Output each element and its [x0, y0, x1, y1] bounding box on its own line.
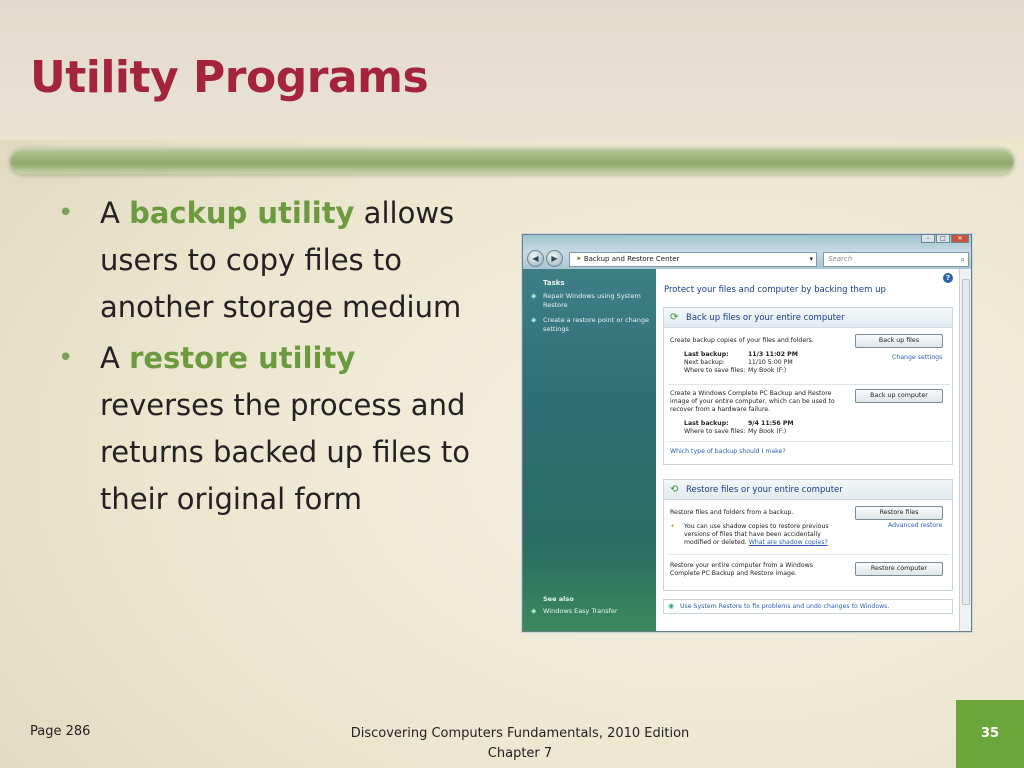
sidebar-item-label: Windows Easy Transfer [543, 607, 618, 615]
shadow-copies-3 [684, 539, 828, 547]
where-save-label: Where to save files: [684, 367, 746, 374]
backup-panel-header [664, 308, 952, 328]
page-reference: Page 286 [30, 724, 91, 739]
slide-number: 35 [956, 700, 1024, 768]
restore-pc-desc-2: Complete PC Backup and Restore image. [670, 570, 797, 577]
address-bar[interactable] [569, 252, 817, 267]
system-restore-icon: ◉ [668, 602, 675, 610]
divider [668, 554, 950, 555]
next-backup-label: Next backup: [684, 359, 725, 366]
see-also-heading: See also [543, 595, 574, 603]
content-heading: Protect your files and computer by backing them up [664, 285, 886, 295]
address-text: Backup and Restore Center [583, 255, 680, 263]
bullet-term: backup utility [129, 196, 355, 230]
sidebar-item-repair[interactable] [531, 292, 656, 310]
restore-panel [663, 479, 953, 591]
back-arrow-icon[interactable]: ◀ [527, 250, 544, 267]
restore-icon: ⟲ [670, 484, 679, 495]
change-settings-link[interactable]: Change settings [892, 354, 943, 361]
backup-panel-title: Back up files or your entire computer [686, 313, 845, 323]
backup-panel [663, 307, 953, 465]
lightbulb-icon: ✦ [670, 523, 676, 530]
bullet-prefix: A [100, 196, 130, 230]
bullet-item-restore [58, 335, 488, 523]
restore-computer-button[interactable]: Restore computer [855, 562, 943, 576]
title-divider-bar [10, 148, 1014, 174]
search-input[interactable] [823, 252, 969, 267]
footer-book-title [320, 724, 720, 764]
folder-icon: ⯈ [576, 255, 584, 263]
scrollbar-thumb[interactable] [962, 279, 970, 605]
forward-arrow-icon[interactable]: ▶ [546, 250, 563, 267]
back-up-computer-button[interactable]: Back up computer [855, 389, 943, 403]
next-backup-value: 11/10 5:00 PM [748, 359, 793, 366]
close-icon[interactable]: ✕ [951, 235, 969, 243]
restore-panel-header [664, 480, 952, 500]
shadow-copies-1: You can use shadow copies to restore previous [684, 523, 829, 530]
backup-icon: ⟳ [670, 312, 679, 323]
last-backup-label: Last backup: [684, 351, 729, 358]
slide-title: Utility Programs [30, 52, 429, 103]
shield-icon: ◈ [531, 316, 537, 324]
system-restore-note[interactable] [663, 599, 953, 614]
divider [668, 441, 950, 442]
bullet-text: allows users to copy files to another storage medium [100, 196, 462, 324]
main-content [656, 269, 961, 632]
chapter-label: Chapter 7 [487, 746, 553, 761]
bullet-dot-icon: • [58, 198, 74, 228]
backup-restore-window [522, 234, 972, 632]
address-dropdown-icon[interactable]: ▾ [809, 255, 813, 263]
back-up-files-button[interactable]: Back up files [855, 334, 943, 348]
pc-backup-desc-3: recover from a hardware failure. [670, 406, 771, 413]
system-restore-link[interactable]: Use System Restore to fix problems and undo changes to Windows. [680, 603, 890, 610]
shadow-copies-text: modified or deleted. [684, 539, 747, 546]
pc-where-save-row [684, 428, 786, 436]
search-placeholder: Search [828, 255, 853, 263]
window-controls [921, 235, 969, 243]
bullet-item-backup [58, 190, 488, 331]
pc-last-backup-row [684, 420, 794, 428]
tasks-heading: Tasks [543, 279, 565, 287]
bullet-list [58, 190, 488, 527]
tasks-sidebar [523, 269, 656, 632]
pc-last-backup-label: Last backup: [684, 420, 729, 427]
restore-files-button[interactable]: Restore files [855, 506, 943, 520]
pc-backup-desc-2: image of your entire computer, which can be used to [670, 398, 835, 405]
bullet-prefix: A [100, 341, 130, 375]
pc-backup-desc-1: Create a Windows Complete PC Backup and Restore [670, 390, 832, 397]
book-title: Discovering Computers Fundamentals, 2010 Edition [350, 726, 690, 741]
sidebar-item-label: Repair Windows using System Restore [543, 292, 641, 309]
where-save-row [684, 367, 786, 375]
which-backup-link[interactable]: Which type of backup should I make? [670, 448, 786, 455]
pc-where-save-label: Where to save files: [684, 428, 746, 435]
advanced-restore-link[interactable]: Advanced restore [888, 522, 943, 529]
vertical-scrollbar[interactable] [959, 269, 971, 632]
window-titlebar [523, 235, 971, 269]
bullet-term: restore utility [129, 341, 356, 375]
restore-pc-desc-1: Restore your entire computer from a Windows [670, 562, 813, 569]
help-icon[interactable]: ? [943, 273, 953, 283]
bullet-text: reverses the process and returns backed up files to their original form [100, 388, 470, 516]
pc-where-save-value: My Book (F:) [748, 428, 787, 435]
where-save-value: My Book (F:) [748, 367, 787, 374]
bullet-dot-icon: • [58, 343, 74, 373]
divider [668, 384, 950, 385]
backup-files-desc: Create backup copies of your files and folders. [670, 337, 814, 344]
maximize-icon[interactable]: □ [936, 235, 950, 243]
sidebar-item-restore-point[interactable] [531, 316, 656, 334]
search-icon[interactable]: ⌕ [960, 255, 965, 264]
pc-last-backup-value: 9/4 11:56 PM [748, 420, 794, 427]
sidebar-item-label: Create a restore point or change settings [543, 316, 650, 333]
shadow-copies-2: versions of files that have been accidentally [684, 531, 821, 538]
restore-files-desc: Restore files and folders from a backup. [670, 509, 794, 516]
next-backup-row [684, 359, 793, 367]
sidebar-item-easy-transfer[interactable] [531, 607, 651, 616]
shield-icon: ◈ [531, 292, 537, 300]
shadow-copies-link[interactable]: What are shadow copies? [748, 539, 828, 546]
last-backup-row [684, 351, 798, 359]
minimize-icon[interactable]: – [921, 235, 935, 243]
transfer-icon: ◈ [531, 607, 537, 615]
last-backup-value: 11/3 11:02 PM [748, 351, 798, 358]
restore-panel-title: Restore files or your entire computer [686, 485, 843, 495]
